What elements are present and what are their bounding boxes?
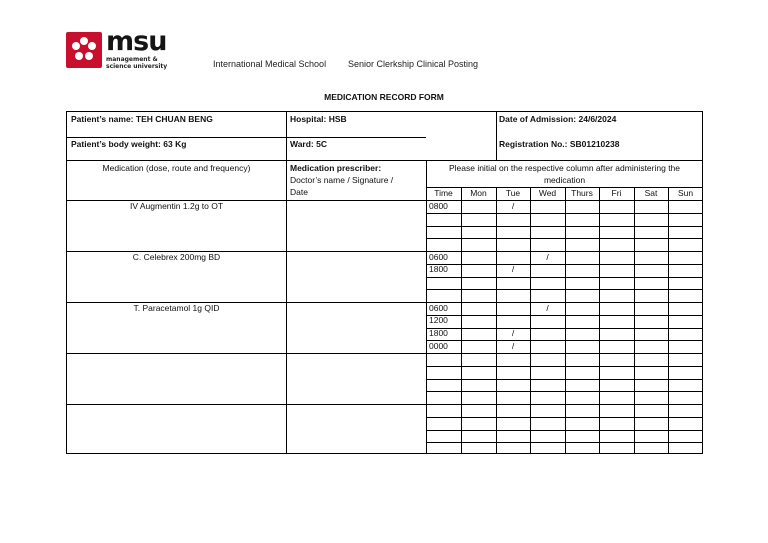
divider-time-row xyxy=(426,340,703,341)
time-cell: 0000 xyxy=(429,340,448,351)
day-header: Thurs xyxy=(571,188,593,198)
divider-day-column xyxy=(530,187,531,453)
logo-subtitle-line2: science university xyxy=(106,62,168,70)
divider-day-column xyxy=(634,187,635,453)
time-cell: 0600 xyxy=(429,302,448,313)
divider-info-col2 xyxy=(496,112,497,160)
ward: Ward: 5C xyxy=(290,139,327,149)
time-cell: 1800 xyxy=(429,328,448,338)
school-name: International Medical School xyxy=(213,59,327,69)
divider-time-row xyxy=(426,366,703,367)
initial-cell: / xyxy=(511,264,515,275)
posting-name: Senior Clerkship Clinical Posting xyxy=(348,59,479,69)
prescriber-header-title: Medication prescriber: xyxy=(290,163,382,173)
divider-time-row xyxy=(426,238,703,239)
divider-time-row xyxy=(426,328,703,329)
divider-time-row xyxy=(426,379,703,380)
initial-cell: / xyxy=(546,302,549,313)
divider-medication-group xyxy=(67,404,703,405)
divider-time-row xyxy=(426,417,703,418)
divider-day-column xyxy=(461,187,462,453)
time-cell: 1200 xyxy=(429,315,448,326)
registration-number: Registration No.: SB01210238 xyxy=(499,139,620,149)
day-header: Mon xyxy=(470,188,487,198)
medication-column-header: Medication (dose, route and frequency) xyxy=(102,163,251,173)
day-header: Time xyxy=(434,188,453,198)
day-header: Tue xyxy=(505,188,521,198)
day-header: Sun xyxy=(677,188,694,198)
divider-time-row xyxy=(426,315,703,316)
divider-info-bottom xyxy=(67,160,703,161)
body-weight: Patient’s body weight: 63 Kg xyxy=(71,139,187,149)
divider-info-mid xyxy=(67,137,426,138)
divider-day-column xyxy=(599,187,600,453)
day-header: Sat xyxy=(644,188,658,198)
time-cell: 1800 xyxy=(429,264,448,275)
logo-brand-text: msu xyxy=(106,26,167,57)
divider-time-row xyxy=(426,430,703,431)
initial-instruction-line2: medication xyxy=(543,175,586,185)
initial-cell: / xyxy=(511,340,515,351)
time-cell: 0600 xyxy=(429,251,448,262)
day-header: Wed xyxy=(538,188,557,198)
initial-cell: / xyxy=(511,200,515,211)
initial-cell: / xyxy=(546,251,549,262)
initial-cell: / xyxy=(511,328,515,338)
medication-name: T. Paracetamol 1g QID xyxy=(133,303,220,313)
divider-time-row xyxy=(426,277,703,278)
patient-name: Patient’s name: TEH CHUAN BENG xyxy=(71,114,213,124)
initial-instruction-line1: Please initial on the respective column after administering the xyxy=(448,163,681,173)
form-title: MEDICATION RECORD FORM xyxy=(324,92,444,102)
divider-prescriber-column xyxy=(426,160,427,453)
divider-time-row xyxy=(426,391,703,392)
divider-time-row xyxy=(426,264,703,265)
logo-subtitle-line1: management & xyxy=(106,56,158,63)
medication-name: IV Augmentin 1.2g to OT xyxy=(129,201,224,211)
divider-day-column xyxy=(496,187,497,453)
day-header: Fri xyxy=(611,188,622,198)
divider-day-column xyxy=(668,187,669,453)
medication-name: C. Celebrex 200mg BD xyxy=(132,252,221,262)
divider-medication-group xyxy=(67,353,703,354)
msu-logo xyxy=(66,26,176,72)
divider-time-row xyxy=(426,226,703,227)
prescriber-header-line2: Doctor’s name / Signature / xyxy=(290,175,394,185)
time-cell: 0800 xyxy=(429,200,448,211)
divider-medication-column xyxy=(286,160,287,453)
divider-day-column xyxy=(565,187,566,453)
logo-subtitle xyxy=(106,57,186,70)
hospital: Hospital: HSB xyxy=(290,114,347,124)
divider-time-row xyxy=(426,213,703,214)
admission-date: Date of Admission: 24/6/2024 xyxy=(499,114,617,124)
divider-info-col1 xyxy=(286,112,287,160)
msu-flower-emblem-icon xyxy=(66,32,102,68)
medication-record-table xyxy=(66,111,703,454)
divider-time-row xyxy=(426,442,703,443)
divider-time-row xyxy=(426,289,703,290)
prescriber-header-line3: Date xyxy=(290,187,308,197)
